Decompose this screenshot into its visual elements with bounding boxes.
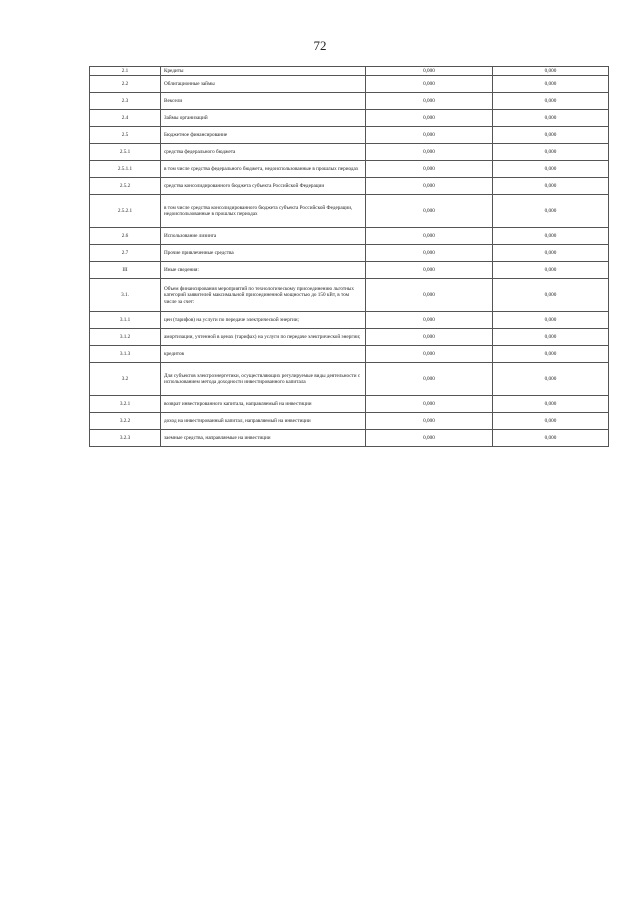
row-value-2: 0,000 xyxy=(493,161,609,178)
financing-table xyxy=(89,66,609,447)
table-row xyxy=(90,279,609,312)
row-number: 2.2 xyxy=(90,76,161,93)
row-name: Облигационные займы xyxy=(161,76,366,93)
row-name: Для субъектов электроэнергетики, осуществляющих регулируемые виды деятельности с использованием метода доходности инвестированного капитала xyxy=(161,363,366,396)
row-value-2: 0,000 xyxy=(493,67,609,76)
row-number: 2.5 xyxy=(90,127,161,144)
row-value-1: 0,000 xyxy=(366,363,493,396)
row-name: в том числе средства федерального бюджета, недоиспользованные в прошлых периодах xyxy=(161,161,366,178)
table-row xyxy=(90,195,609,228)
row-value-2: 0,000 xyxy=(493,144,609,161)
row-number: 2.7 xyxy=(90,245,161,262)
row-number: 2.5.1.1 xyxy=(90,161,161,178)
row-value-1: 0,000 xyxy=(366,279,493,312)
row-value-2: 0,000 xyxy=(493,413,609,430)
row-value-1: 0,000 xyxy=(366,413,493,430)
row-name: Иные сведения: xyxy=(161,262,366,279)
row-number: 2.1 xyxy=(90,67,161,76)
table-row xyxy=(90,67,609,76)
row-number: 3.2.2 xyxy=(90,413,161,430)
table-row xyxy=(90,329,609,346)
row-value-2: 0,000 xyxy=(493,178,609,195)
row-value-2: 0,000 xyxy=(493,110,609,127)
row-value-1: 0,000 xyxy=(366,312,493,329)
row-value-2: 0,000 xyxy=(493,396,609,413)
table-row xyxy=(90,312,609,329)
row-name: Прочие привлеченные средства xyxy=(161,245,366,262)
row-value-2: 0,000 xyxy=(493,127,609,144)
row-value-1: 0,000 xyxy=(366,178,493,195)
row-value-2: 0,000 xyxy=(493,76,609,93)
row-number: 3.1.1 xyxy=(90,312,161,329)
table-row xyxy=(90,228,609,245)
row-value-2: 0,000 xyxy=(493,245,609,262)
table-row xyxy=(90,396,609,413)
row-value-1: 0,000 xyxy=(366,67,493,76)
row-value-2: 0,000 xyxy=(493,195,609,228)
row-name: Кредиты xyxy=(161,67,366,76)
row-name: цен (тарифов) на услуги по передаче электрической энергии; xyxy=(161,312,366,329)
row-number: III xyxy=(90,262,161,279)
row-value-1: 0,000 xyxy=(366,161,493,178)
table-row xyxy=(90,178,609,195)
row-number: 3.1. xyxy=(90,279,161,312)
row-value-1: 0,000 xyxy=(366,430,493,447)
table-row xyxy=(90,245,609,262)
row-value-1: 0,000 xyxy=(366,127,493,144)
row-name: Вексели xyxy=(161,93,366,110)
row-value-2: 0,000 xyxy=(493,262,609,279)
row-name: Займы организаций xyxy=(161,110,366,127)
row-number: 3.1.3 xyxy=(90,346,161,363)
row-value-2: 0,000 xyxy=(493,228,609,245)
row-number: 3.2.3 xyxy=(90,430,161,447)
row-number: 3.2.1 xyxy=(90,396,161,413)
table-row xyxy=(90,413,609,430)
row-value-1: 0,000 xyxy=(366,110,493,127)
row-number: 2.3 xyxy=(90,93,161,110)
row-value-1: 0,000 xyxy=(366,262,493,279)
table-row xyxy=(90,127,609,144)
row-value-1: 0,000 xyxy=(366,245,493,262)
row-name: доход на инвестированный капитал, направляемый на инвестиции xyxy=(161,413,366,430)
row-value-2: 0,000 xyxy=(493,329,609,346)
table-row xyxy=(90,430,609,447)
row-value-1: 0,000 xyxy=(366,396,493,413)
row-number: 2.6 xyxy=(90,228,161,245)
table-row xyxy=(90,93,609,110)
row-value-1: 0,000 xyxy=(366,144,493,161)
table-row xyxy=(90,110,609,127)
table-row xyxy=(90,161,609,178)
row-name: амортизации, учтенной в ценах (тарифах) на услуги по передаче электрической энергии; xyxy=(161,329,366,346)
row-value-1: 0,000 xyxy=(366,228,493,245)
row-number: 2.4 xyxy=(90,110,161,127)
row-value-1: 0,000 xyxy=(366,195,493,228)
row-number: 2.5.2 xyxy=(90,178,161,195)
row-name: возврат инвестированного капитала, направляемый на инвестиции xyxy=(161,396,366,413)
table-row xyxy=(90,262,609,279)
row-value-2: 0,000 xyxy=(493,363,609,396)
row-value-2: 0,000 xyxy=(493,430,609,447)
row-number: 3.1.2 xyxy=(90,329,161,346)
row-value-1: 0,000 xyxy=(366,329,493,346)
row-value-2: 0,000 xyxy=(493,93,609,110)
table-row xyxy=(90,76,609,93)
row-name: заемные средства, направляемые на инвестиции xyxy=(161,430,366,447)
row-value-2: 0,000 xyxy=(493,279,609,312)
row-name: в том числе средства консолидированного бюджета субъекта Российской Федерации, недоиспользованные в прошлых периодах xyxy=(161,195,366,228)
row-number: 2.5.2.1 xyxy=(90,195,161,228)
table-row xyxy=(90,346,609,363)
row-number: 2.5.1 xyxy=(90,144,161,161)
page-number: 72 xyxy=(313,38,327,53)
table-row xyxy=(90,144,609,161)
row-value-1: 0,000 xyxy=(366,93,493,110)
row-value-2: 0,000 xyxy=(493,346,609,363)
row-name: средства консолидированного бюджета субъекта Российской Федерации xyxy=(161,178,366,195)
table-row xyxy=(90,363,609,396)
row-name: средства федерального бюджета xyxy=(161,144,366,161)
row-name: Использование лизинга xyxy=(161,228,366,245)
row-value-1: 0,000 xyxy=(366,76,493,93)
row-name: кредитов xyxy=(161,346,366,363)
row-value-1: 0,000 xyxy=(366,346,493,363)
row-name: Объем финансирования мероприятий по технологическому присоединению льготных категорий заявителей максимальной присоединенной мощностью до 150 кВт, в том числе за счет: xyxy=(161,279,366,312)
row-number: 3.2 xyxy=(90,363,161,396)
row-name: Бюджетное финансирование xyxy=(161,127,366,144)
row-value-2: 0,000 xyxy=(493,312,609,329)
